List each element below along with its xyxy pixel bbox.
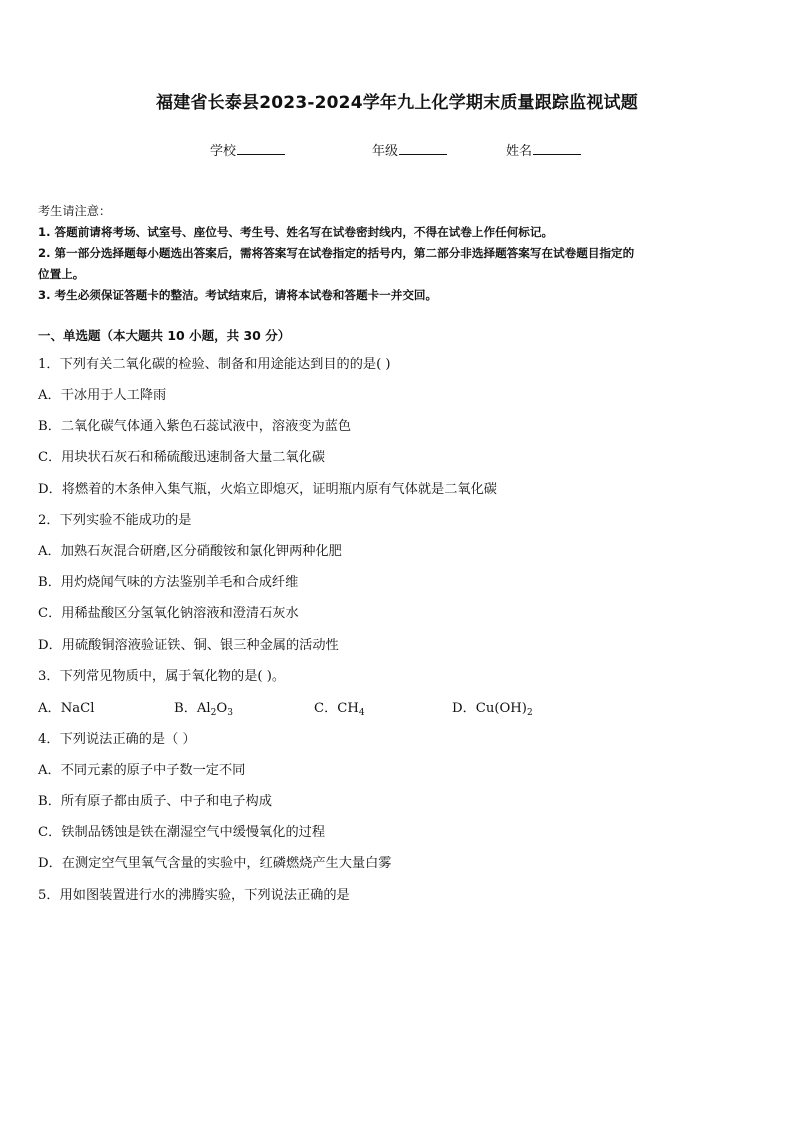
- question-stem: 1．下列有关二氧化碳的检验、制备和用途能达到目的的是( ): [38, 357, 391, 372]
- answer-option[interactable]: B．用灼烧闻气味的方法鉴别羊毛和合成纤维: [38, 575, 299, 590]
- notice-heading: 考生请注意：: [38, 204, 112, 218]
- notice-item: 3. 考生必须保证答题卡的整洁。考试结束后，请将本试卷和答题卡一并交回。: [38, 288, 438, 302]
- answer-option[interactable]: D．$Cu(OH)_2$: [452, 701, 533, 718]
- answer-option[interactable]: A．NaCl: [38, 701, 95, 716]
- name-field[interactable]: [506, 140, 581, 159]
- grade-field[interactable]: [372, 140, 447, 159]
- page-title: 福建省长泰县2023-2024学年九上化学期末质量跟踪监视试题: [156, 93, 638, 113]
- question-stem: 4．下列说法正确的是（ ）: [38, 732, 196, 747]
- answer-option[interactable]: C．用块状石灰石和稀硫酸迅速制备大量二氧化碳: [38, 450, 326, 465]
- notice-item: 2. 第一部分选择题每小题选出答案后，需将答案写在试卷指定的括号内，第二部分非选择题答案写在试卷题目指定的: [38, 246, 635, 260]
- answer-option[interactable]: B．二氧化碳气体通入紫色石蕊试液中，溶液变为蓝色: [38, 419, 352, 434]
- answer-option[interactable]: A．不同元素的原子中子数一定不同: [38, 763, 246, 778]
- notice-item: 1. 答题前请将考场、试室号、座位号、考生号、姓名写在试卷密封线内，不得在试卷上作任何标记。: [38, 225, 554, 239]
- school-blank[interactable]: [237, 142, 285, 155]
- answer-option[interactable]: A．干冰用于人工降雨: [38, 388, 167, 403]
- section-title: 一、单选题（本大题共 10 小题，共 30 分）: [38, 328, 291, 343]
- notice-item: 位置上。: [38, 267, 85, 281]
- answer-option[interactable]: B．$Al_2O_3$: [174, 701, 233, 718]
- answer-option[interactable]: C．$CH_4$: [314, 701, 365, 718]
- school-label: 学校: [210, 144, 237, 159]
- answer-option[interactable]: D．用硫酸铜溶液验证铁、铜、银三种金属的活动性: [38, 638, 339, 653]
- answer-option[interactable]: D．在测定空气里氧气含量的实验中，红磷燃烧产生大量白雾: [38, 856, 392, 871]
- name-label: 姓名: [506, 144, 533, 159]
- grade-blank[interactable]: [399, 142, 447, 155]
- exam-notice: [38, 201, 758, 306]
- question-stem: 3．下列常见物质中，属于氧化物的是( )。: [38, 669, 286, 684]
- answer-option[interactable]: B．所有原子都由质子、中子和电子构成: [38, 794, 272, 809]
- name-blank[interactable]: [533, 142, 581, 155]
- question-stem: 5．用如图装置进行水的沸腾实验，下列说法正确的是: [38, 888, 350, 903]
- school-field[interactable]: [210, 140, 285, 159]
- question-stem: 2．下列实验不能成功的是: [38, 513, 192, 528]
- answer-option[interactable]: C．用稀盐酸区分氢氧化钠溶液和澄清石灰水: [38, 606, 299, 621]
- grade-label: 年级: [372, 144, 399, 159]
- answer-option[interactable]: D．将燃着的木条伸入集气瓶，火焰立即熄灭，证明瓶内原有气体就是二氧化碳: [38, 482, 497, 497]
- answer-option[interactable]: C．铁制品锈蚀是铁在潮湿空气中缓慢氧化的过程: [38, 825, 326, 840]
- answer-option[interactable]: A．加熟石灰混合研磨,区分硝酸铵和氯化钾两种化肥: [38, 544, 342, 559]
